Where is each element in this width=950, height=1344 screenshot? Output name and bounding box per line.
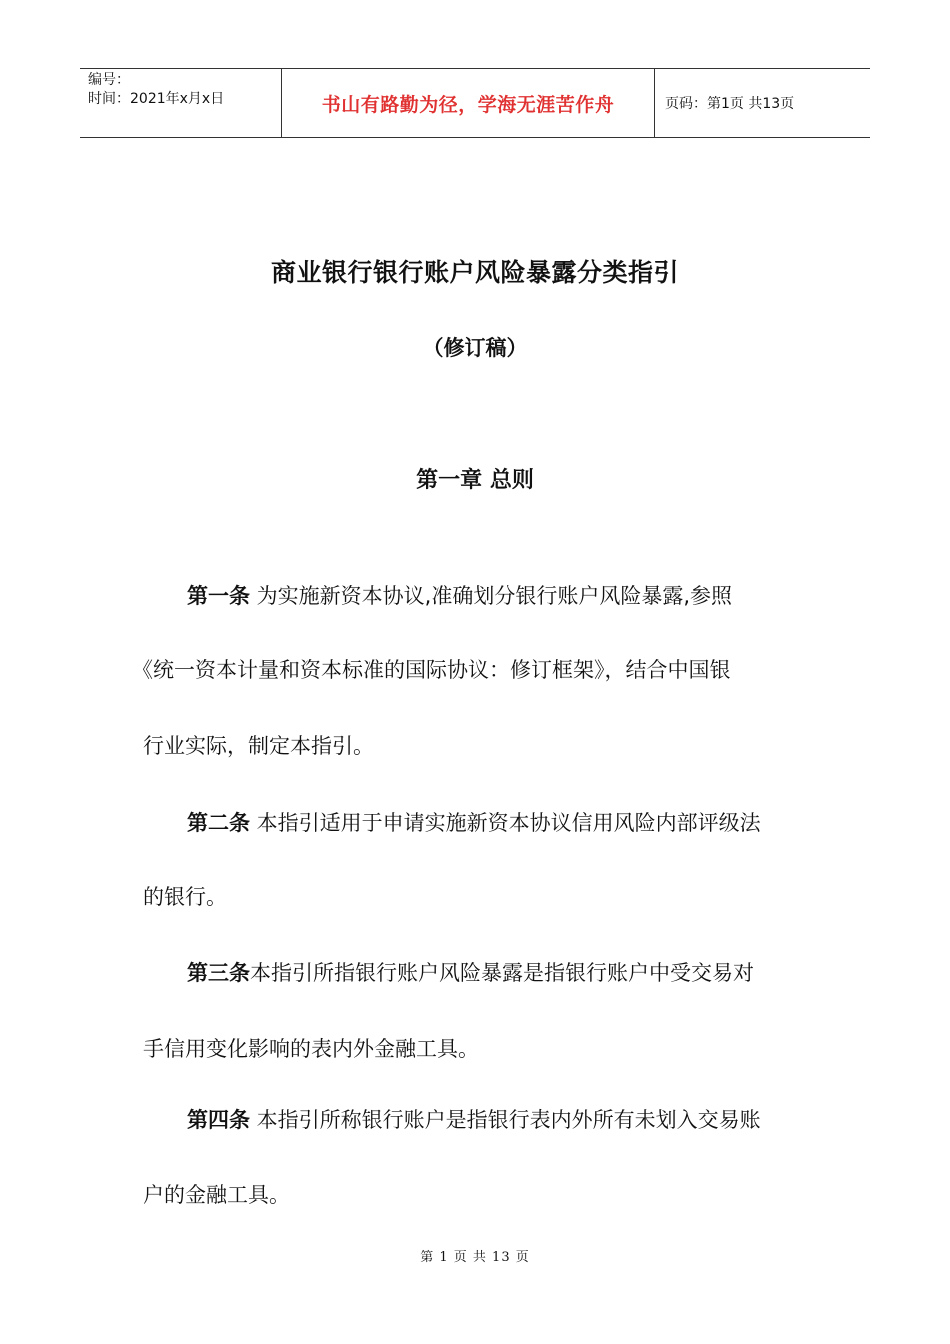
header-meta [80, 69, 282, 137]
article-3-line-1 [187, 958, 754, 988]
header-page-cell [655, 69, 870, 137]
document-header [80, 68, 870, 138]
page-info: 页码：第1页 共13页 [665, 96, 795, 112]
article-3-line-2: 手信用变化影响的表内外金融工具。 [143, 1037, 479, 1061]
article-label: 第二条 [187, 811, 250, 835]
article-text: 本指引所称银行账户是指银行表内外所有未划入交易账 [250, 1108, 761, 1132]
article-4-line-2: 户的金融工具。 [143, 1183, 290, 1207]
article-label: 第四条 [187, 1108, 250, 1132]
article-2-line-1 [187, 808, 761, 838]
article-1-line-2: 《统一资本计量和资本标准的国际协议：修订框架》，结合中国银 [132, 658, 731, 682]
motto: 书山有路勤为径，学海无涯苦作舟 [321, 93, 615, 116]
page-footer: 第 1 页 共 13 页 [420, 1250, 530, 1265]
article-label: 第一条 [187, 584, 250, 608]
article-text: 本指引适用于申请实施新资本协议信用风险内部评级法 [250, 811, 761, 835]
document-title: 商业银行银行账户风险暴露分类指引 [270, 258, 679, 287]
article-text: 为实施新资本协议,准确划分银行账户风险暴露,参照 [250, 584, 733, 608]
article-label: 第三条 [187, 961, 250, 985]
header-motto-cell [282, 69, 655, 137]
article-1-line-1 [187, 581, 732, 611]
time-label: 时间：2021年x月x日 [88, 91, 225, 107]
number-label: 编号： [88, 72, 130, 88]
article-text: 本指引所指银行账户风险暴露是指银行账户中受交易对 [250, 961, 754, 985]
article-1-line-3: 行业实际，制定本指引。 [143, 734, 374, 758]
document-subtitle: （修订稿） [422, 336, 528, 360]
article-2-line-2: 的银行。 [143, 885, 227, 909]
chapter-heading: 第一章 总则 [416, 468, 534, 493]
article-4-line-1 [187, 1105, 761, 1135]
